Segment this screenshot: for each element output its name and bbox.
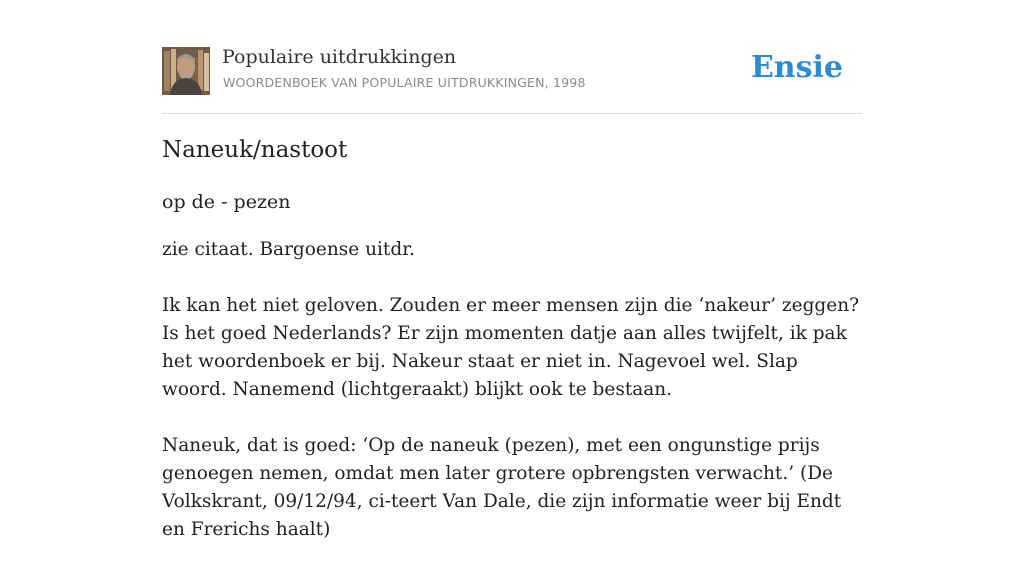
entry-paragraph: Ik kan het niet geloven. Zouden er meer mensen zijn die ‘nakeur’ zeggen? Is het goed Nederlands? Er zijn momenten datje aan alles twijfelt, ik pak het woordenboek er bij. Nakeur staat er niet in. Nagevoel wel. Slap woord. Nanemend (lichtgeraakt) blijkt ook te bestaan. [162, 295, 860, 400]
author-avatar[interactable] [162, 47, 210, 95]
header-divider [162, 113, 862, 114]
entry-paragraph: Naneuk, dat is goed: ‘Op de naneuk (pezen), met een ongunstige prijs genoegen nemen, omdat men later grotere opbrengsten verwacht.’ (De Volkskrant, 09/12/94, ci-teert Van Dale, die zijn informatie weer bij Endt en Frerichs haalt) [162, 435, 842, 540]
entry-body [162, 236, 862, 572]
ensie-logo[interactable]: Ensie [750, 50, 843, 85]
source-header [162, 46, 862, 96]
entry-title: Naneuk/nastoot [162, 137, 348, 163]
entry-paragraph: zie citaat. Bargoense uitdr. [162, 239, 415, 260]
source-subtitle: WOORDENBOEK VAN POPULAIRE UITDRUKKINGEN, 1998 [223, 75, 586, 90]
entry-subtitle: op de - pezen [162, 191, 291, 213]
source-title[interactable]: Populaire uitdrukkingen [222, 46, 457, 68]
author-photo [162, 47, 210, 95]
